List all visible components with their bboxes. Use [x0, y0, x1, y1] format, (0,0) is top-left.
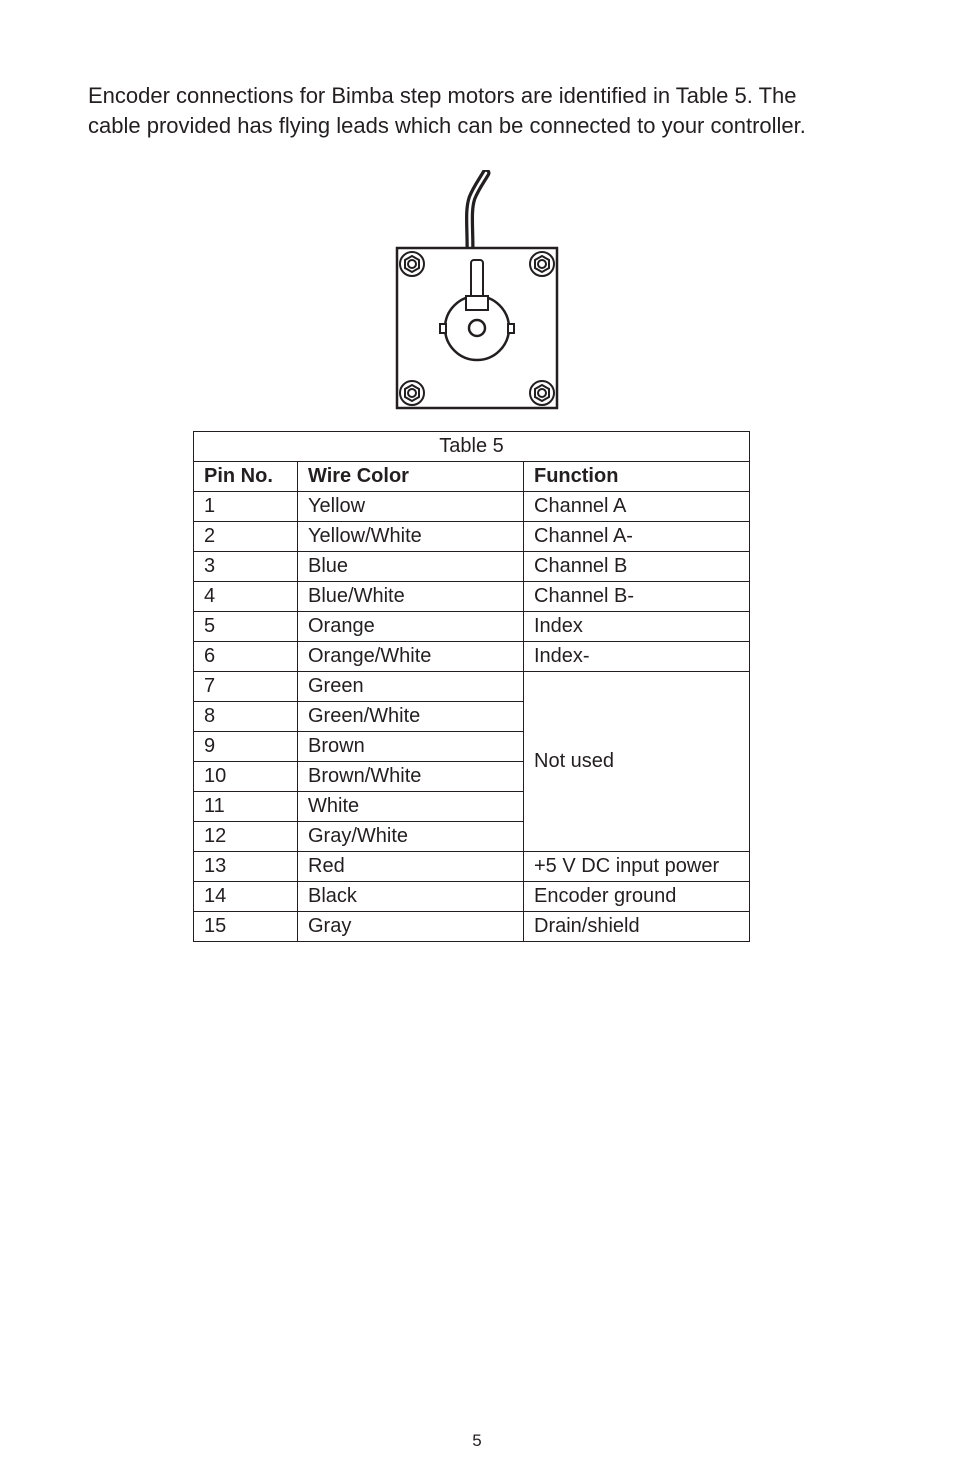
table-header-row	[194, 462, 750, 492]
pin-cell: 6	[194, 642, 298, 672]
wire-color-cell: Red	[298, 852, 524, 882]
table-row	[194, 852, 750, 882]
pin-cell: 10	[194, 762, 298, 792]
wire-color-cell: Orange	[298, 612, 524, 642]
function-cell: Channel A-	[524, 522, 750, 552]
wire-color-cell: Brown/White	[298, 762, 524, 792]
pin-cell: 4	[194, 582, 298, 612]
wire-color-cell: Gray/White	[298, 822, 524, 852]
pin-cell: 11	[194, 792, 298, 822]
function-cell-not-used: Not used	[524, 672, 750, 852]
function-cell: +5 V DC input power	[524, 852, 750, 882]
pin-cell: 15	[194, 912, 298, 942]
table-caption-row	[194, 432, 750, 462]
table-caption: Table 5	[194, 432, 750, 462]
wire-color-cell: Orange/White	[298, 642, 524, 672]
function-cell: Channel B-	[524, 582, 750, 612]
page-number: 5	[472, 1431, 482, 1450]
step-motor-illustration	[390, 170, 562, 415]
wire-color-cell: Gray	[298, 912, 524, 942]
pin-cell: 2	[194, 522, 298, 552]
function-cell: Drain/shield	[524, 912, 750, 942]
header-pin-no: Pin No.	[194, 462, 298, 492]
wire-color-cell: White	[298, 792, 524, 822]
table-row	[194, 882, 750, 912]
header-wire-color: Wire Color	[298, 462, 524, 492]
table-row	[194, 552, 750, 582]
intro-paragraph: Encoder connections for Bimba step motors are identified in Table 5. The cable provided has flying leads which can be connected to your controller.	[88, 83, 806, 138]
table-row	[194, 642, 750, 672]
pin-cell: 12	[194, 822, 298, 852]
wire-color-cell: Blue/White	[298, 582, 524, 612]
wire-color-cell: Green	[298, 672, 524, 702]
wire-color-cell: Black	[298, 882, 524, 912]
wire-color-cell: Blue	[298, 552, 524, 582]
pin-cell: 9	[194, 732, 298, 762]
function-cell: Channel A	[524, 492, 750, 522]
table-row	[194, 492, 750, 522]
pin-cell: 13	[194, 852, 298, 882]
function-cell: Channel B	[524, 552, 750, 582]
header-function: Function	[524, 462, 750, 492]
table-row	[194, 582, 750, 612]
pin-cell: 7	[194, 672, 298, 702]
wire-color-cell: Green/White	[298, 702, 524, 732]
table-row	[194, 612, 750, 642]
pin-cell: 8	[194, 702, 298, 732]
pin-cell: 14	[194, 882, 298, 912]
motor-shaft	[469, 320, 485, 336]
table-row	[194, 522, 750, 552]
wire-color-cell: Brown	[298, 732, 524, 762]
table-row	[194, 672, 750, 702]
function-cell: Index-	[524, 642, 750, 672]
function-cell: Index	[524, 612, 750, 642]
encoder-pin-table	[193, 431, 750, 942]
pin-cell: 1	[194, 492, 298, 522]
wire-color-cell: Yellow	[298, 492, 524, 522]
wire-color-cell: Yellow/White	[298, 522, 524, 552]
function-cell: Encoder ground	[524, 882, 750, 912]
pin-cell: 3	[194, 552, 298, 582]
table-row	[194, 912, 750, 942]
pin-cell: 5	[194, 612, 298, 642]
